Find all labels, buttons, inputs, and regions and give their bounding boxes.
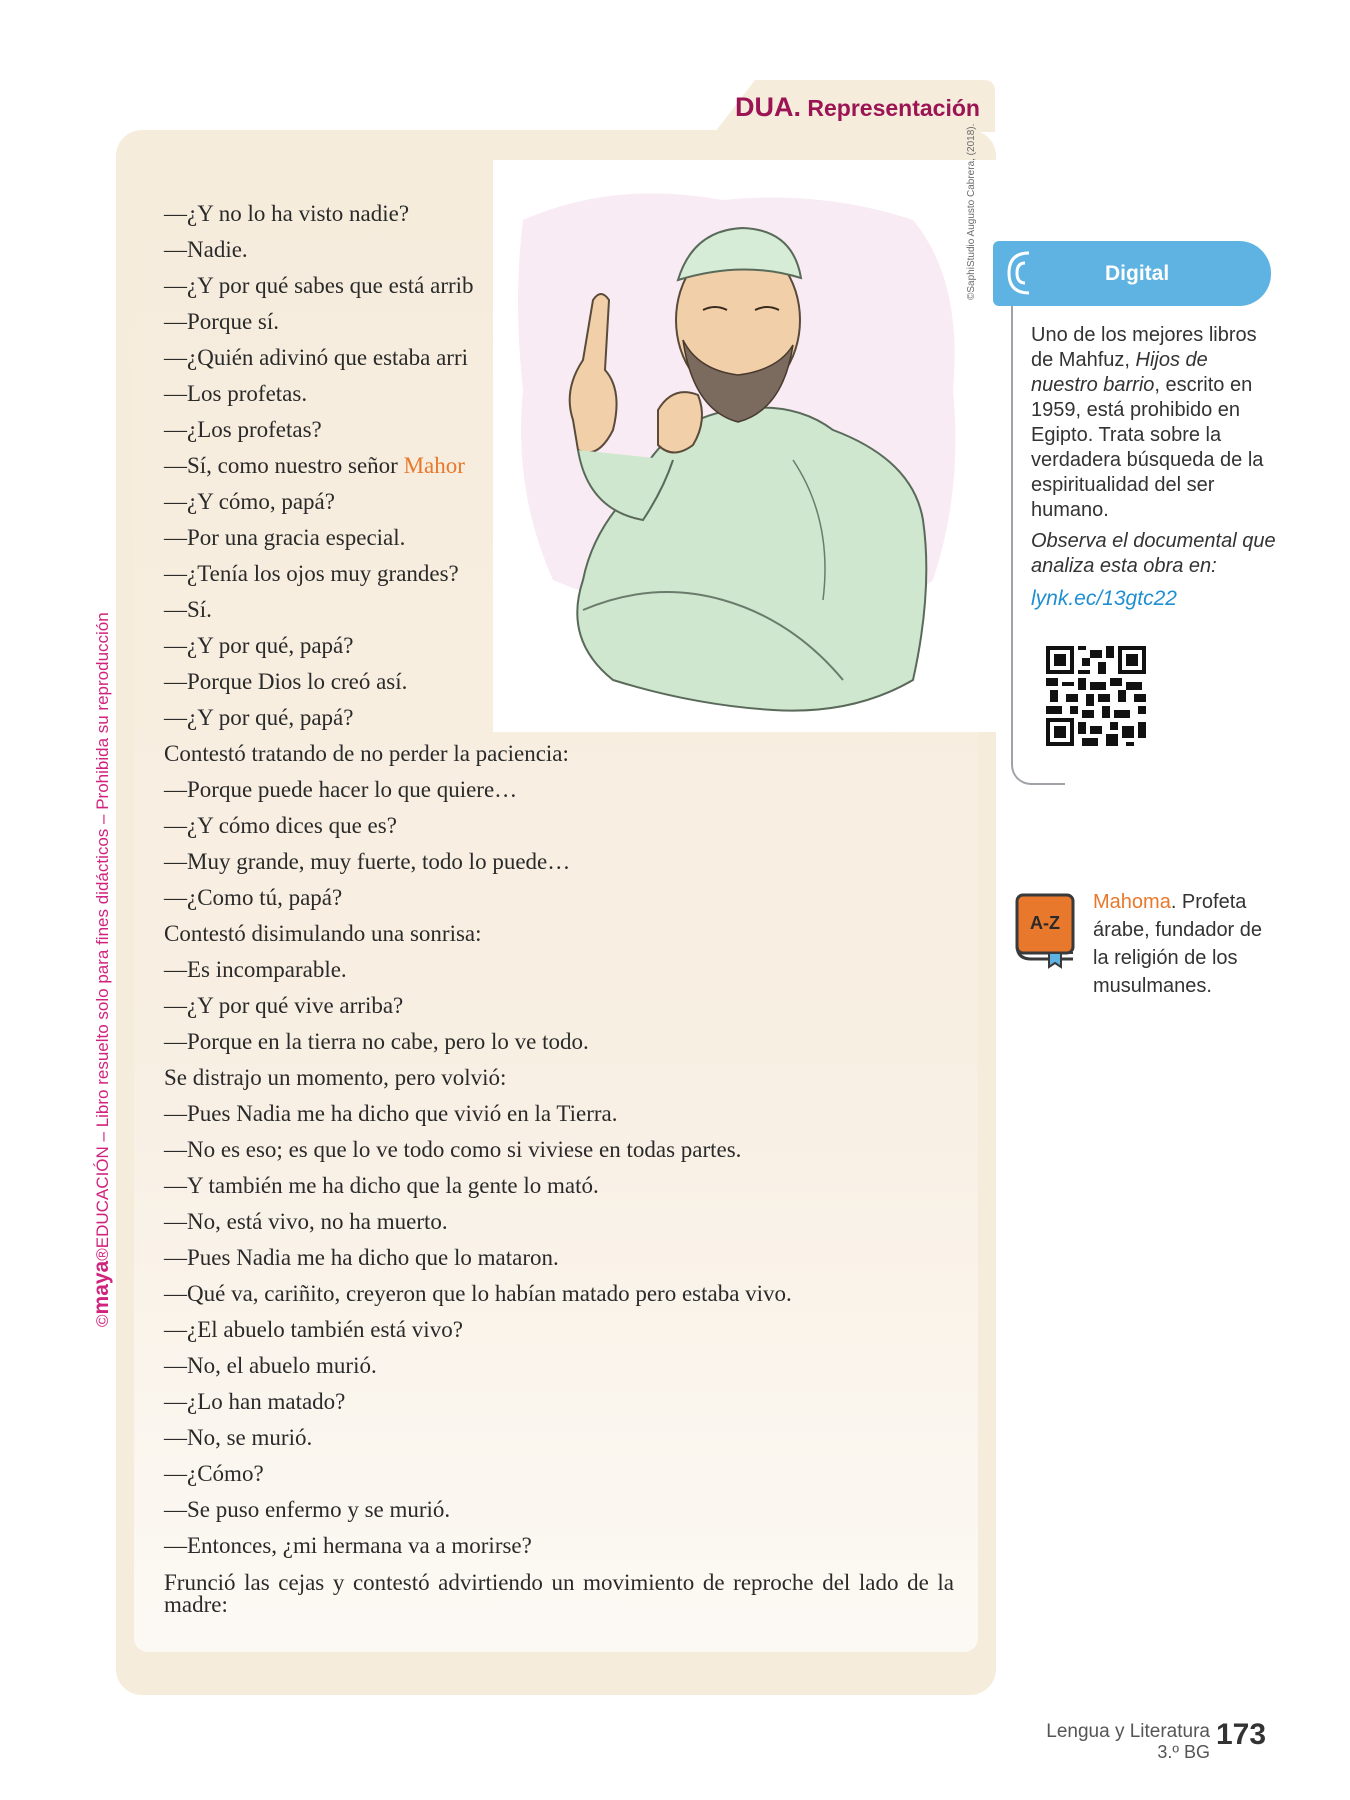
dialogue-line: —No, se murió. bbox=[164, 1425, 313, 1450]
dialogue-line: —No, está vivo, no ha muerto. bbox=[164, 1209, 448, 1234]
digital-title: Digital bbox=[1105, 262, 1170, 285]
dialogue-line: —¿Y por qué, papá? bbox=[164, 705, 354, 730]
dialogue-line: —¿Y cómo, papá? bbox=[164, 489, 335, 514]
footer-grade: 3.º BG bbox=[1157, 1742, 1210, 1762]
dialogue-line: —Porque sí. bbox=[164, 309, 279, 334]
dialogue-line: —¿El abuelo también está vivo? bbox=[164, 1317, 463, 1342]
dialogue-line: —Muy grande, muy fuerte, todo lo puede… bbox=[164, 849, 571, 874]
dialogue-line: —¿Y por qué sabes que está arrib bbox=[164, 273, 474, 298]
dialogue-line: —Porque Dios lo creó así. bbox=[164, 669, 408, 694]
digital-observe: Observa el documental que analiza esta obra en: bbox=[1031, 530, 1276, 577]
dialogue-line: —¿Como tú, papá? bbox=[164, 885, 343, 910]
digital-icon bbox=[995, 241, 1043, 306]
dialogue-line: —Y también me ha dicho que la gente lo mató. bbox=[164, 1173, 599, 1198]
dialogue-line: —Por una gracia especial. bbox=[164, 525, 406, 550]
glossary-entry bbox=[1093, 888, 1278, 1000]
registered-symbol: ® bbox=[93, 1248, 112, 1261]
dialogue-line: —Es incomparable. bbox=[164, 957, 347, 982]
illustration-credit: ©SaphiStudio Augusto Cabrera, (2018). bbox=[966, 123, 977, 300]
highlight-word-mahoma: Mahor bbox=[403, 453, 465, 478]
digital-text-2: , escrito en 1959, está prohibido en Egipto. Trata sobre la verdadera búsqueda de la espiritualidad del ser humano. bbox=[1031, 374, 1264, 521]
dialogue-line: —No, el abuelo murió. bbox=[164, 1353, 377, 1378]
digital-description bbox=[1031, 323, 1279, 579]
copyright-notice: EDUCACIÓN – Libro resuelto solo para fines didácticos – Prohibida su reproducción bbox=[93, 612, 112, 1249]
dialogue-line: —Se puso enfermo y se murió. bbox=[164, 1497, 451, 1522]
copyright-symbol: © bbox=[93, 1314, 112, 1327]
dialogue-line: —Pues Nadia me ha dicho que vivió en la Tierra. bbox=[164, 1101, 618, 1126]
side-copyright-text bbox=[90, 612, 114, 1327]
dialogue-line-start: —Sí, como nuestro señor bbox=[164, 453, 404, 478]
dialogue-line: —¿Los profetas? bbox=[164, 417, 322, 442]
dialogue-line: —Sí. bbox=[164, 597, 212, 622]
dialogue-line: —No es eso; es que lo ve todo como si viviese en todas partes. bbox=[164, 1137, 742, 1162]
dialogue-line: —Los profetas. bbox=[164, 381, 308, 406]
dialogue-line: —¿Cómo? bbox=[164, 1461, 264, 1486]
dialogue-line: —¿Quién adivinó que estaba arri bbox=[164, 345, 468, 370]
dialogue-line: Contestó tratando de no perder la paciencia: bbox=[164, 741, 569, 766]
dialogue-line: Se distrajo un momento, pero volvió: bbox=[164, 1065, 507, 1090]
dialogue-line: Contestó disimulando una sonrisa: bbox=[164, 921, 482, 946]
dialogue-line: —Pues Nadia me ha dicho que lo mataron. bbox=[164, 1245, 559, 1270]
dialogue-line: —¿Y no lo ha visto nadie? bbox=[164, 201, 410, 226]
brand-logo-maya: maya bbox=[90, 1260, 113, 1315]
dua-label bbox=[735, 92, 980, 123]
dialogue-line: —¿Y por qué, papá? bbox=[164, 633, 354, 658]
dialogue-line: —¿Lo han matado? bbox=[164, 1389, 346, 1414]
glossary-icon-label: A-Z bbox=[1030, 913, 1060, 933]
dua-label-bold: DUA. bbox=[735, 92, 801, 122]
digital-text-1: Uno de los mejores libros de Mahfuz, bbox=[1031, 324, 1257, 371]
illustration-man-pointing bbox=[493, 160, 996, 732]
man-illustration-drawing bbox=[493, 160, 996, 732]
dialogue-line: —¿Y cómo dices que es? bbox=[164, 813, 397, 838]
final-paragraph: Frunció las cejas y contestó advirtiendo un movimiento de reproche del lado de la madre: bbox=[164, 1570, 954, 1617]
digital-link[interactable]: lynk.ec/13gtc22 bbox=[1031, 587, 1177, 610]
dialogue-line: —Porque puede hacer lo que quiere… bbox=[164, 777, 518, 802]
dua-label-rest: Representación bbox=[801, 95, 980, 121]
dialogue-line: —Qué va, cariñito, creyeron que lo habían matado pero estaba vivo. bbox=[164, 1281, 792, 1306]
book-title: Hijos de nuestro barrio bbox=[1031, 349, 1208, 396]
dialogue-line: —Entonces, ¿mi hermana va a morirse? bbox=[164, 1533, 532, 1558]
footer-subject: Lengua y Literatura bbox=[1046, 1721, 1210, 1742]
dialogue-line: —¿Tenía los ojos muy grandes? bbox=[164, 561, 459, 586]
glossary-book-icon bbox=[1013, 893, 1077, 969]
qr-code-icon[interactable] bbox=[1046, 646, 1146, 746]
dialogue-line: —Nadie. bbox=[164, 237, 248, 262]
dialogue-line: —Porque en la tierra no cabe, pero lo ve todo. bbox=[164, 1029, 589, 1054]
glossary-definition: . Profeta árabe, fundador de la religión de los musulmanes. bbox=[1093, 891, 1263, 997]
page-number: 173 bbox=[1216, 1718, 1267, 1751]
dialogue-line: —¿Y por qué vive arriba? bbox=[164, 993, 404, 1018]
glossary-term: Mahoma bbox=[1093, 891, 1171, 913]
